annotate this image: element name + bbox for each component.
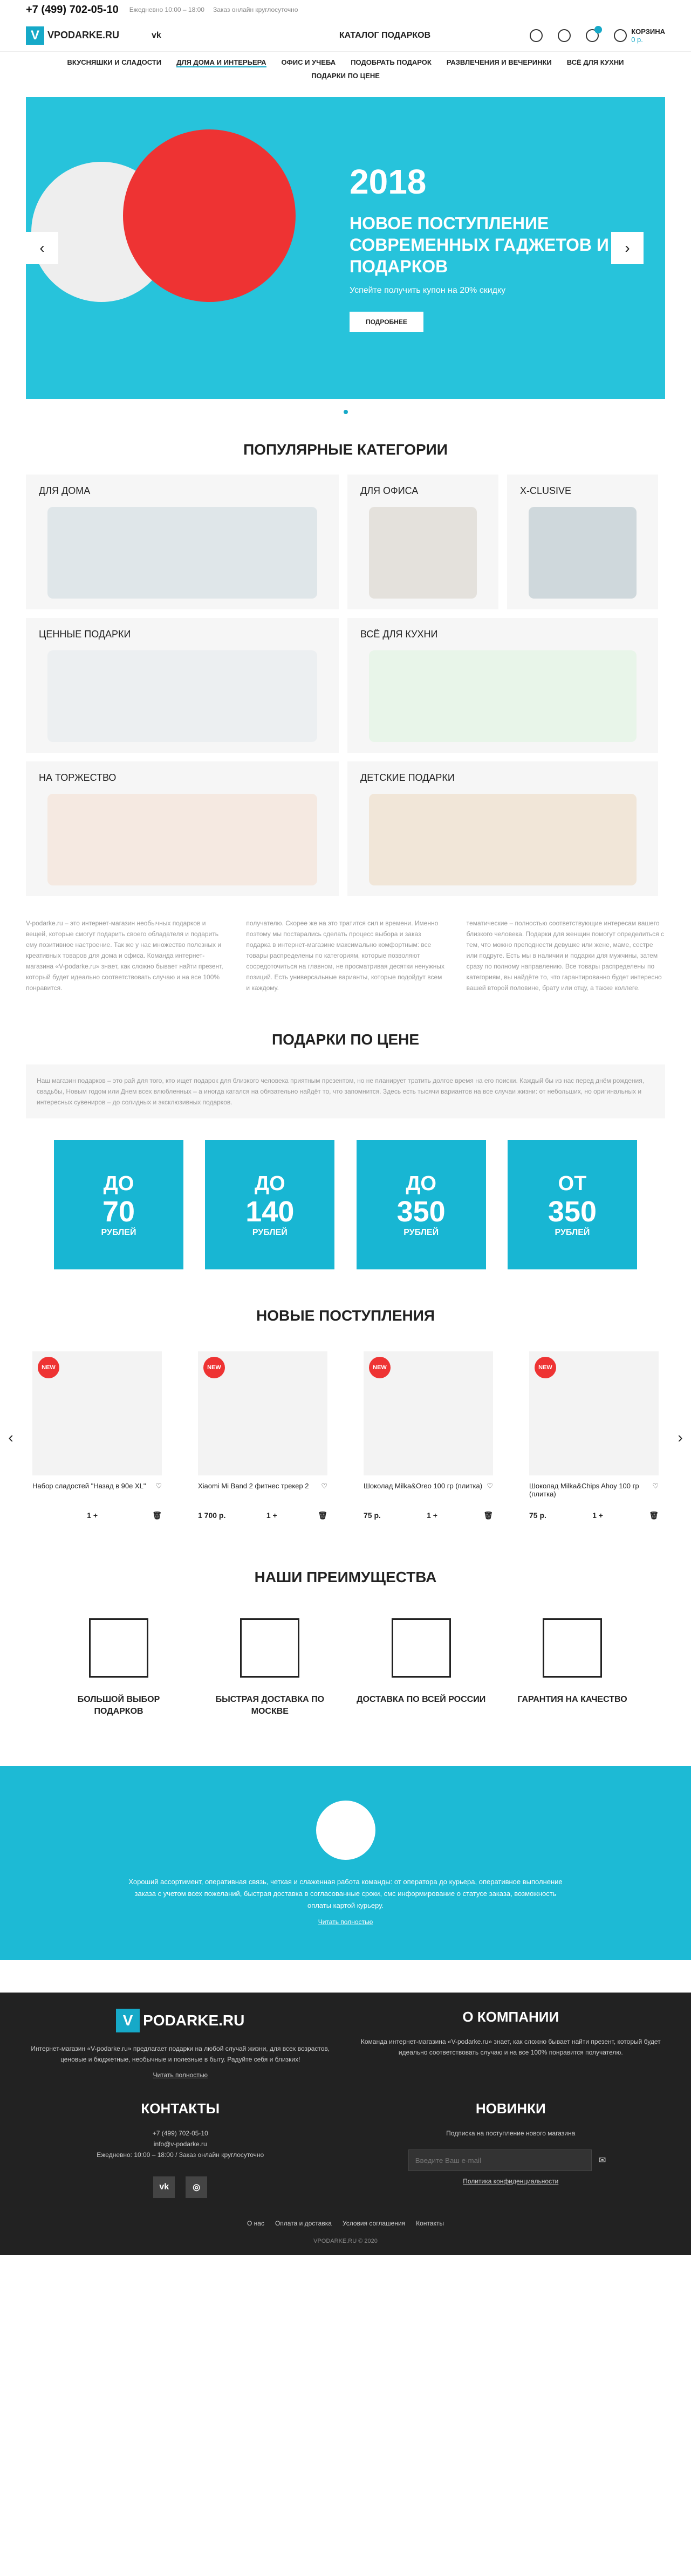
category-home[interactable] [26,475,339,609]
delete-icon[interactable]: 🗑 [649,1511,659,1520]
price-tile-350[interactable] [357,1140,486,1269]
heart-icon[interactable]: ♡ [155,1482,162,1490]
price-description: Наш магазин подарков – это рай для того, кто ищет подарок для близкого человека приятным презентом, но не планирует тратить долгое время на его поиски. Каждый бы из нас перед днём рождения, свадьбы, Новым годом или Днем всех влюбленных – а иногда катался на обязательно найдёт то, что запомнится. Здесь есть тысячи вариантов на все случаи жизни: от небольших, но оригинальных и интересных сувениров – до солидных и эксклюзивных подарков. [26,1064,665,1118]
quality-badge-icon [543,1618,602,1678]
heart-icon[interactable]: ♡ [652,1482,659,1490]
topbar [0,0,691,19]
product-name[interactable]: Набор сладостей "Назад в 90е XL" [32,1482,146,1490]
qty-stepper[interactable]: 1 + [427,1511,437,1520]
category-label: НА ТОРЖЕСТВО [39,772,117,783]
wishlist-badge [594,26,602,33]
category-label: X-CLUSIVE [520,485,572,496]
product-price: 75 р. [529,1511,546,1520]
hero-headline: НОВОЕ ПОСТУПЛЕНИЕ СОВРЕМЕННЫХ ГАДЖЕТОВ И ПОДАРКОВ [350,214,609,276]
new-arrivals-title: НОВЫЕ ПОСТУПЛЕНИЯ [256,1307,435,1324]
nav-item-by-price[interactable]: ПОДАРКИ ПО ЦЕНЕ [311,72,380,80]
product-card[interactable] [529,1351,659,1520]
hero-year: 2018 [350,162,427,201]
copyright: VPODARKE.RU © 2020 [313,2238,378,2244]
main-nav [0,52,691,86]
qty-stepper[interactable]: 1 + [592,1511,603,1520]
advantage-label: БЫСТРАЯ ДОСТАВКА ПО МОСКВЕ [215,1695,325,1716]
carousel-prev-arrow[interactable]: ‹ [0,1421,22,1454]
category-kids[interactable] [347,761,658,896]
price-tile-value: 70 [102,1195,135,1228]
advantage-item [357,1618,486,1718]
heart-icon[interactable]: ♡ [487,1482,493,1490]
advantage-item [205,1618,334,1718]
price-tile-unit: РУБЛЕЙ [403,1227,439,1237]
footer-link[interactable]: О нас [247,2220,264,2227]
subscribe-form [357,2149,666,2171]
gift-icon [89,1618,148,1678]
product-card[interactable] [364,1351,493,1520]
news-text: Подписка на поступление нового магазина [446,2130,576,2137]
product-image[interactable] [529,1351,659,1475]
delete-icon[interactable]: 🗑 [483,1511,493,1520]
qty-stepper[interactable]: 1 + [266,1511,277,1520]
search-icon[interactable] [530,29,543,42]
advantage-item [54,1618,183,1718]
review-text: Хороший ассортимент, оперативная связь, четкая и слаженная работа команды: от оператора до курьера, оперативное выполнение заказа с учетом всех пожеланий, быстрая доставка в согласованные сроки, смс информирование о статусе заказа, возможность оплаты картой курьеру. [128,1878,563,1909]
carousel-next-arrow[interactable]: › [669,1421,691,1454]
send-icon[interactable]: ✉ [599,2156,606,2165]
instagram-icon[interactable]: ◎ [186,2176,207,2198]
product-carousel [0,1341,691,1531]
price-tile-value: 140 [245,1195,295,1228]
cart-label: КОРЗИНА [631,27,665,36]
price-tile-350-plus[interactable] [508,1140,637,1269]
category-celebration[interactable] [26,761,339,896]
new-badge: NEW [203,1357,225,1378]
category-label: ВСЁ ДЛЯ КУХНИ [360,629,438,640]
wishlist-icon[interactable] [586,29,599,42]
slider-dots [0,399,691,425]
nav-item-party[interactable]: РАЗВЛЕЧЕНИЯ И ВЕЧЕРИНКИ [446,58,552,66]
company-text: Команда интернет-магазина «V-podarke.ru» знает, как сложно бывает найти презент, который будет идеально соответствовать случаю и на все 100% понравится получателю. [360,2038,661,2056]
price-tile-value: 350 [396,1195,446,1228]
advantages [0,1602,691,1734]
social-links [26,2176,335,2198]
product-image[interactable] [32,1351,162,1475]
nav-item-sweets[interactable]: ВКУСНЯШКИ И СЛАДОСТИ [67,58,162,66]
price-tile-prefix: ДО [406,1172,436,1195]
nav-item-office[interactable]: ОФИС И УЧЕБА [281,58,336,66]
product-name[interactable]: Шоколад Milka&Chips Ahoy 100 гр (плитка) [529,1482,639,1498]
price-tile-unit: РУБЛЕЙ [555,1227,590,1237]
price-tile-value: 350 [548,1195,597,1228]
product-card[interactable] [198,1351,327,1520]
footer-link[interactable]: Условия соглашения [342,2220,406,2227]
price-tile-prefix: ДО [103,1172,134,1195]
category-valuable[interactable] [26,618,339,753]
slider-dot-active[interactable] [344,410,348,414]
privacy-link[interactable]: Политика конфиденциальности [463,2177,559,2185]
price-tile-prefix: ДО [255,1172,285,1195]
delivery-box-icon [392,1618,451,1678]
category-grid [0,475,691,896]
header-actions [530,28,665,44]
product-price: 75 р. [364,1511,381,1520]
email-field[interactable] [408,2149,592,2171]
hero-banner [26,97,665,399]
price-tile-unit: РУБЛЕЙ [252,1227,288,1237]
new-badge: NEW [369,1357,391,1378]
advantage-item [508,1618,637,1718]
advantage-label: ДОСТАВКА ПО ВСЕЙ РОССИИ [357,1695,486,1704]
header [0,19,691,52]
seo-column: V-podarke.ru – это интернет-магазин необычных подарков и вещей, которые смогут подарить своего обладателя и подарить ему позитивное настроение. Так же у нас множество полезных и креативных товаров для дома и офиса. Команда интернет-магазина «V-podarke.ru» знает, как сложно бывает найти презент, который будет идеально соответствовать случаю и на все 100% понравится. [26,919,223,992]
vk-icon[interactable]: vk [153,2176,175,2198]
category-label: ЦЕННЫЕ ПОДАРКИ [39,629,131,640]
price-tile-140[interactable] [205,1140,334,1269]
cart-price: 0 р. [631,35,643,44]
category-label: ДЛЯ ДОМА [39,485,91,496]
schedule-text: Ежедневно 10:00 – 18:00 [129,6,204,13]
footer-link[interactable]: Контакты [416,2220,444,2227]
advantages-title: НАШИ ПРЕИМУЩЕСТВА [254,1569,437,1585]
footer-logo[interactable]: V PODARKE.RU [26,2009,335,2032]
delete-icon[interactable]: 🗑 [318,1511,327,1520]
logo[interactable] [26,26,119,45]
contacts-phone[interactable]: +7 (499) 702-05-10 [152,2130,208,2137]
catalog-link[interactable]: КАТАЛОГ ПОДАРКОВ [339,30,431,40]
seo-column: тематические – полностью соответствующие интересам вашего близкого человека. Подарки для женщин помогут определиться с тем, что можно преподнести девушке или жене, маме, сестре или подруге. Есть мы в наличии и подарки для мужчины, затем сразу по полному направлению. Все товары распределены по категориям, вы найдёте то, что гарантированно будет интересно вашей второй половине, брату или отцу, а также коллеге. [466,919,664,992]
price-tiles [0,1118,691,1291]
news-title: НОВИНКИ [475,2100,546,2117]
review-section [0,1766,691,1960]
online-order-text: Заказ онлайн круглосуточно [213,6,298,13]
new-badge: NEW [38,1357,59,1378]
category-label: ДЕТСКИЕ ПОДАРКИ [360,772,455,783]
kremlin-icon [240,1618,299,1678]
company-title: О КОМПАНИИ [462,2009,559,2025]
slider-next-arrow[interactable]: › [611,232,644,264]
advantage-label: ГАРАНТИЯ НА КАЧЕСТВО [517,1695,627,1704]
hero-subtitle: Успейте получить купон на 20% скидку [350,286,506,295]
product-price: 1 700 р. [198,1511,226,1520]
avatar [316,1801,375,1860]
nav-item-kitchen[interactable]: ВСЁ ДЛЯ КУХНИ [566,58,624,66]
logo-mark: V [26,26,44,45]
footer-about-text: Интернет-магазин «V-podarke.ru» предлагает подарки на любой случай жизни, для всех возрастов, ценовые и бюджетные, необычные и полезные в быту. Радуйте себя и близких! [31,2045,330,2063]
price-tile-unit: РУБЛЕЙ [101,1227,136,1237]
seo-text [0,896,691,1015]
slider-prev-arrow[interactable]: ‹ [26,232,58,264]
vk-icon[interactable]: vk [152,30,161,40]
delete-icon[interactable]: 🗑 [152,1511,162,1520]
headphones-image [26,119,328,399]
review-read-more[interactable]: Читать полностью [318,1918,373,1926]
product-image[interactable] [198,1351,327,1475]
category-office[interactable] [347,475,498,609]
footer [0,1993,691,2255]
footer-read-more[interactable]: Читать полностью [153,2071,208,2079]
advantage-label: БОЛЬШОЙ ВЫБОР ПОДАРКОВ [77,1695,160,1716]
logo-text: VPODARKE.RU [47,30,120,40]
qty-stepper[interactable]: 1 + [87,1511,98,1520]
hero-cta-button[interactable]: ПОДРОБНЕЕ [350,312,423,332]
price-tile-70[interactable] [54,1140,183,1269]
heart-icon[interactable]: ♡ [321,1482,327,1490]
contacts-email[interactable]: info@v-podarke.ru [153,2140,207,2148]
footer-link[interactable]: Оплата и доставка [275,2220,332,2227]
category-xclusive[interactable] [507,475,658,609]
seo-column: получателю. Скорее же на это тратится сил и времени. Именно поэтому мы постарались сделать процесс выбора и заказ подарка в интернет-магазине максимально комфортным: все товары распределены по категориям, которые позволяют сосредоточиться на главном, не просматривая десятки ненужных позиций. Есть универсальные варианты, которые подойдут всем и каждому. [246,919,445,992]
product-image[interactable] [364,1351,493,1475]
nav-item-home[interactable]: ДЛЯ ДОМА И ИНТЕРЬЕРА [176,58,266,66]
cart-button[interactable] [614,28,665,44]
category-label: ДЛЯ ОФИСА [360,485,419,496]
user-icon[interactable] [558,29,571,42]
cart-icon [614,29,627,42]
phone-number[interactable]: +7 (499) 702-05-10 [26,3,119,16]
price-tile-prefix: ОТ [558,1172,587,1195]
contacts-title: КОНТАКТЫ [141,2100,220,2117]
product-name[interactable]: Шоколад Milka&Oreo 100 гр (плитка) [364,1482,483,1490]
by-price-title: ПОДАРКИ ПО ЦЕНЕ [271,1031,420,1048]
contacts-schedule: Ежедневно: 10:00 – 18:00 / Заказ онлайн круглосуточно [97,2151,264,2159]
nav-item-pick-gift[interactable]: ПОДОБРАТЬ ПОДАРОК [351,58,432,66]
category-kitchen[interactable] [347,618,658,753]
product-name[interactable]: Xiaomi Mi Band 2 фитнес трекер 2 [198,1482,309,1490]
footer-links [26,2198,665,2227]
product-card[interactable] [32,1351,162,1520]
popular-categories-title: ПОПУЛЯРНЫЕ КАТЕГОРИИ [243,441,448,458]
new-badge: NEW [535,1357,556,1378]
